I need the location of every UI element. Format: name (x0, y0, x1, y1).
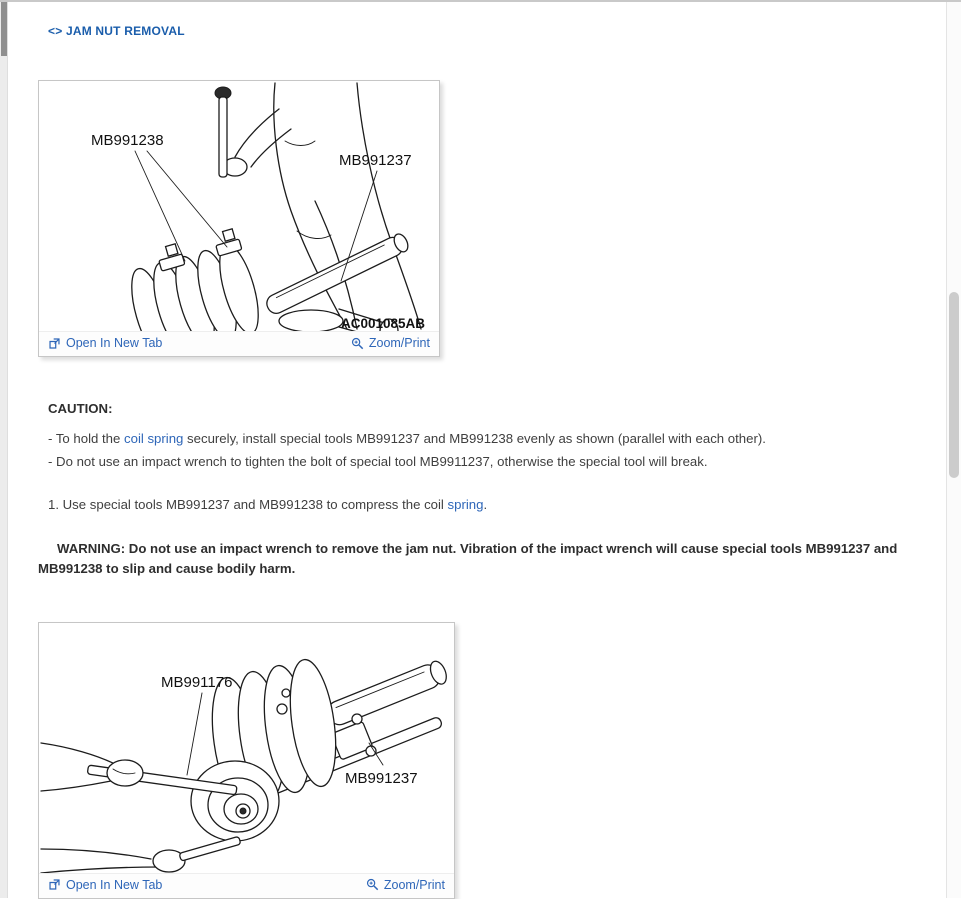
caution-item-1 (48, 431, 915, 448)
spring-link[interactable]: spring (447, 496, 484, 512)
magnifier-icon (366, 878, 379, 891)
open-in-new-tab-link[interactable] (48, 336, 162, 350)
open-in-new-tab-link[interactable] (48, 878, 162, 892)
caution-title: CAUTION: (48, 401, 113, 416)
document-content (38, 0, 915, 899)
figure-1-code: AC001085AB (340, 316, 425, 331)
figure-1-illustration (39, 81, 439, 331)
section-heading[interactable]: <> JAM NUT REMOVAL (48, 24, 185, 38)
open-in-new-tab-label: Open In New Tab (66, 877, 163, 892)
zoom-print-label: Zoom/Print (368, 336, 430, 350)
figure-1-label-mb991238: MB991238 (91, 132, 164, 149)
figure-2-illustration (39, 623, 454, 873)
figure-1-toolbar (39, 331, 439, 356)
step-1-post: . (483, 496, 488, 512)
caution-1-post: securely, install special tools MB991237 and MB991238 evenly as shown (parallel with each other). (183, 430, 766, 446)
zoom-print-link[interactable] (366, 878, 445, 892)
right-scrollbar[interactable] (946, 0, 961, 898)
figure-jam-nut-tools-2 (38, 622, 455, 899)
open-in-new-tab-label: Open In New Tab (66, 336, 163, 350)
zoom-print-label: Zoom/Print (383, 877, 445, 892)
figure-jam-nut-tools-1 (38, 80, 440, 357)
figure-2-toolbar (39, 873, 454, 898)
step-1 (48, 497, 915, 514)
right-scrollbar-thumb[interactable] (949, 292, 959, 478)
coil-spring-link[interactable]: coil spring (124, 430, 184, 446)
warning-paragraph: WARNING: Do not use an impact wrench to remove the jam nut. Vibration of the impact wrench will cause special tools MB991237 and MB991238 to slip and cause bodily harm. (38, 541, 898, 577)
left-scrollbar-thumb[interactable] (1, 0, 7, 56)
magnifier-icon (351, 337, 364, 350)
caution-1-pre: - To hold the (48, 430, 125, 446)
left-scrollbar[interactable] (0, 0, 8, 898)
step-1-pre: 1. Use special tools MB991237 and MB991238 to compress the coil (48, 496, 448, 512)
zoom-print-link[interactable] (351, 336, 430, 350)
caution-item-2: - Do not use an impact wrench to tighten the bolt of special tool MB9911237, otherwise the special tool will break. (48, 454, 708, 469)
external-link-icon (48, 337, 61, 350)
window-top-border (0, 0, 961, 2)
figure-2-label-mb991237: MB991237 (345, 769, 418, 787)
figure-1-label-mb991237: MB991237 (339, 152, 412, 169)
figure-2-label-mb991176: MB991176 (161, 673, 233, 691)
external-link-icon (48, 878, 61, 891)
instruction-text (38, 401, 915, 580)
